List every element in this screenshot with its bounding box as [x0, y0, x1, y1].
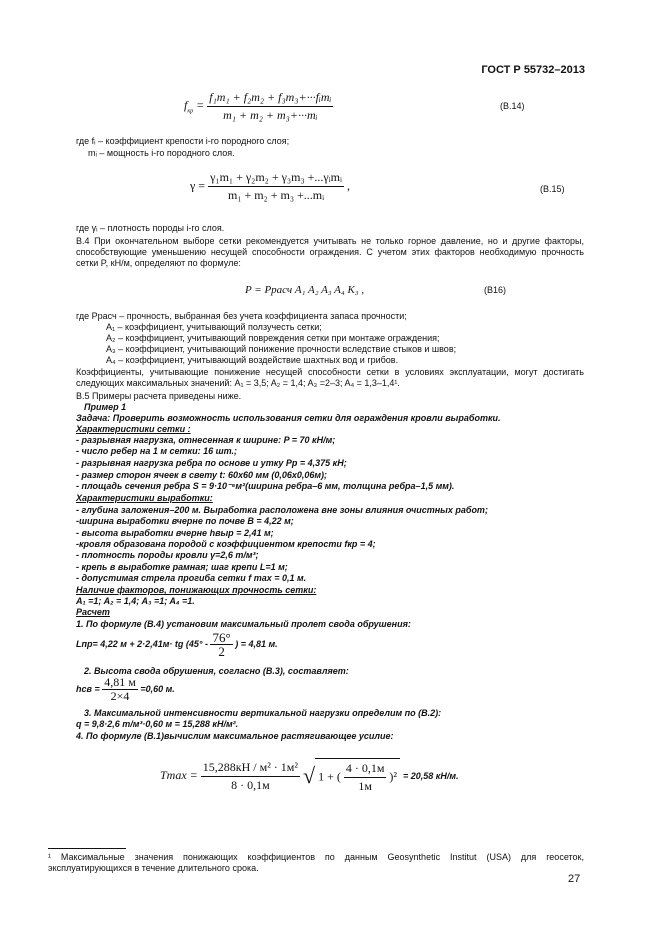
- where-line: A₂ – коэффициент, учитывающий повреждения сетки при монтаже ограждения;: [106, 333, 440, 343]
- eq-numerator: f₁m₁ + f₂m₂ + f₃m₃+···fᵢmᵢ: [207, 90, 333, 107]
- equation-number-b14: (В.14): [500, 101, 525, 111]
- step2-equation: [76, 677, 175, 702]
- eq-fraction: [102, 677, 138, 702]
- paragraph-b4: В.4 При окончательном выборе сетки рекомендуется учитывать не только горное давление, но и другие факторы, способствующие уменьшению несущей способности ограждения. С учетом этих факторов необходимую прочность сетки P, кН/м, определяют по формуле:: [76, 236, 584, 268]
- list-item: - глубина заложения–200 м. Выработка расположена вне зоны влияния очистных работ;: [76, 505, 488, 515]
- eq-lhs: Lпр= 4,22 м + 2·2,41м· tg (45° -: [76, 638, 208, 649]
- equation-b16: P = Pрасч A₁ A₂ A₃ A₄ K₃ ,: [245, 284, 365, 296]
- where-line: A₁ – коэффициент, учитывающий ползучесть сетки;: [106, 322, 322, 332]
- where-line: где Pрасч – прочность, выбранная без учета коэффициента запаса прочности;: [76, 311, 407, 321]
- eq-denominator: 2×4: [110, 689, 130, 703]
- eq-fraction: [207, 90, 333, 123]
- calc-step: 3. Максимальной интенсивности вертикальной нагрузки определим по (В.2):: [84, 708, 442, 718]
- eq-lhs: hсв =: [76, 683, 100, 694]
- sqrt-sign: √: [302, 763, 316, 788]
- root-post: )²: [389, 769, 398, 784]
- list-item: - площадь сечения ребра S = 9·10⁻⁶м²(ширина ребра–6 мм, толщина ребра–1,5 мм).: [76, 481, 455, 491]
- list-item: - разрывная нагрузка ребра по основе и утку Pр = 4,375 кН;: [76, 458, 347, 468]
- list-item: - высота выработки вчерне hвыр = 2,41 м;: [76, 528, 274, 538]
- example-title: Пример 1: [84, 402, 127, 412]
- eq-rhs: ) = 4,81 м.: [235, 638, 278, 649]
- calc-step: 4. По формуле (В.1)вычислим максимальное растягивающее усилие:: [76, 731, 394, 741]
- list-item: -ширина выработки вчерне по почве B = 4,22 м;: [76, 516, 294, 526]
- calc-step: 1. По формуле (В.4) установим максимальный пролет свода обрушения:: [76, 619, 411, 629]
- list-item: - число ребер на 1 м сетки: 16 шт.;: [76, 446, 237, 456]
- equation-number-b16: (В16): [484, 285, 507, 295]
- sqrt-content: [315, 758, 400, 794]
- root-pre: 1 + (: [318, 769, 341, 784]
- section-heading: Характеристики выработки:: [76, 493, 213, 503]
- eq-rhs: =0,60 м.: [140, 683, 175, 694]
- page-number: 27: [568, 873, 581, 885]
- where-line: где γᵢ – плотность породы i-го слоя.: [76, 223, 225, 233]
- eq-rhs: = 20,58 кН/м.: [403, 770, 459, 781]
- step1-equation: [76, 632, 278, 657]
- eq-denominator: m₁ + m₂ + m₃ +...mᵢ: [227, 188, 325, 202]
- list-item: - размер сторон ячеек в свету t: 60х60 мм (0,06х0,06м);: [76, 470, 328, 480]
- eq-lhs: γ =: [190, 178, 206, 193]
- list-item: - плотность породы кровли γ=2,6 т/м³;: [76, 550, 259, 560]
- eq-lhs: $f_{кр}$ =: [184, 98, 205, 115]
- example-task: Задача: Проверить возможность использования сетки для ограждения кровли выработки.: [76, 413, 501, 423]
- factors-values: A₁ =1; A₂ = 1,4; A₃ =1; A₄ =1.: [76, 596, 195, 606]
- where-line: A₃ – коэффициент, учитывающий понижение прочности вследствие стыков и швов;: [106, 344, 457, 354]
- list-item: - крепь в выработке рамная; шаг крепи L=1 м;: [76, 562, 288, 572]
- root-fraction: [344, 761, 387, 794]
- eq-tail: ,: [346, 178, 350, 193]
- list-item: -кровля образована породой с коэффициентом крепости fкр = 4;: [76, 539, 376, 549]
- section-heading: Расчет: [76, 607, 110, 617]
- section-heading: Характеристики сетки :: [76, 424, 191, 434]
- document-code: ГОСТ Р 55732–2013: [481, 64, 585, 76]
- list-item: - допустимая стрела прогиба сетки f max = 0,1 м.: [76, 573, 307, 583]
- step4-equation: [160, 758, 459, 794]
- eq-numerator: 76°: [212, 630, 231, 645]
- equation-b15: [190, 170, 350, 203]
- step3-equation: q = 9,8·2,6 т/м³·0,60 м = 15,288 кН/м².: [76, 719, 239, 729]
- where-line: A₄ – коэффициент, учитывающий воздействие шахтных вод и грибов.: [106, 355, 399, 365]
- footnote: ¹ Максимальные значения понижающих коэффициентов по данным Geosynthetic Institut (USA) для геосеток, эксплуатирующихся в течение длительного срока.: [48, 852, 584, 873]
- paragraph-b5: В.5 Примеры расчета приведены ниже.: [76, 391, 242, 401]
- root-denominator: 1м: [358, 779, 372, 793]
- eq-numerator: 4,81 м: [104, 675, 136, 689]
- eq-lhs: Tmax =: [160, 767, 198, 782]
- list-item: - разрывная нагрузка, отнесенная к ширине: P = 70 кН/м;: [76, 435, 336, 445]
- eq-fraction: [208, 170, 344, 203]
- calc-step: 2. Высота свода обрушения, согласно (В.3), составляет:: [84, 666, 349, 676]
- where-line: mᵢ – мощность i-го породного слоя.: [88, 148, 235, 158]
- eq-denominator: 2: [210, 644, 232, 657]
- eq-numerator: γ₁m₁ + γ₂m₂ + γ₃m₃ +...γᵢmᵢ: [208, 170, 344, 187]
- footnote-divider: [48, 848, 126, 849]
- equation-number-b15: (В.15): [540, 184, 565, 194]
- eq-fraction: [210, 632, 232, 657]
- equation-b14: [184, 90, 333, 123]
- root-numerator: 4 · 0,1м: [344, 761, 387, 778]
- eq-numerator: 15,288кН / м² · 1м²: [201, 760, 300, 777]
- eq-denominator: 8 · 0,1м: [231, 777, 270, 792]
- eq-denominator: m₁ + m₂ + m₃+···mᵢ: [223, 108, 318, 122]
- where-line: где fᵢ – коэффициент крепости i-го породного слоя;: [76, 136, 290, 146]
- paragraph-coefficients: Коэффициенты, учитывающие понижение несущей способности сетки в условиях эксплуатации, могут достигать следующих максимальных значений: A₁ = 3,5; A₂ = 1,4; A₃ =2–3; A₄ = 1,3–1,4¹.: [76, 367, 584, 388]
- eq-fraction: [201, 760, 300, 793]
- section-heading: Наличие факторов, понижающих прочность сетки:: [76, 585, 317, 595]
